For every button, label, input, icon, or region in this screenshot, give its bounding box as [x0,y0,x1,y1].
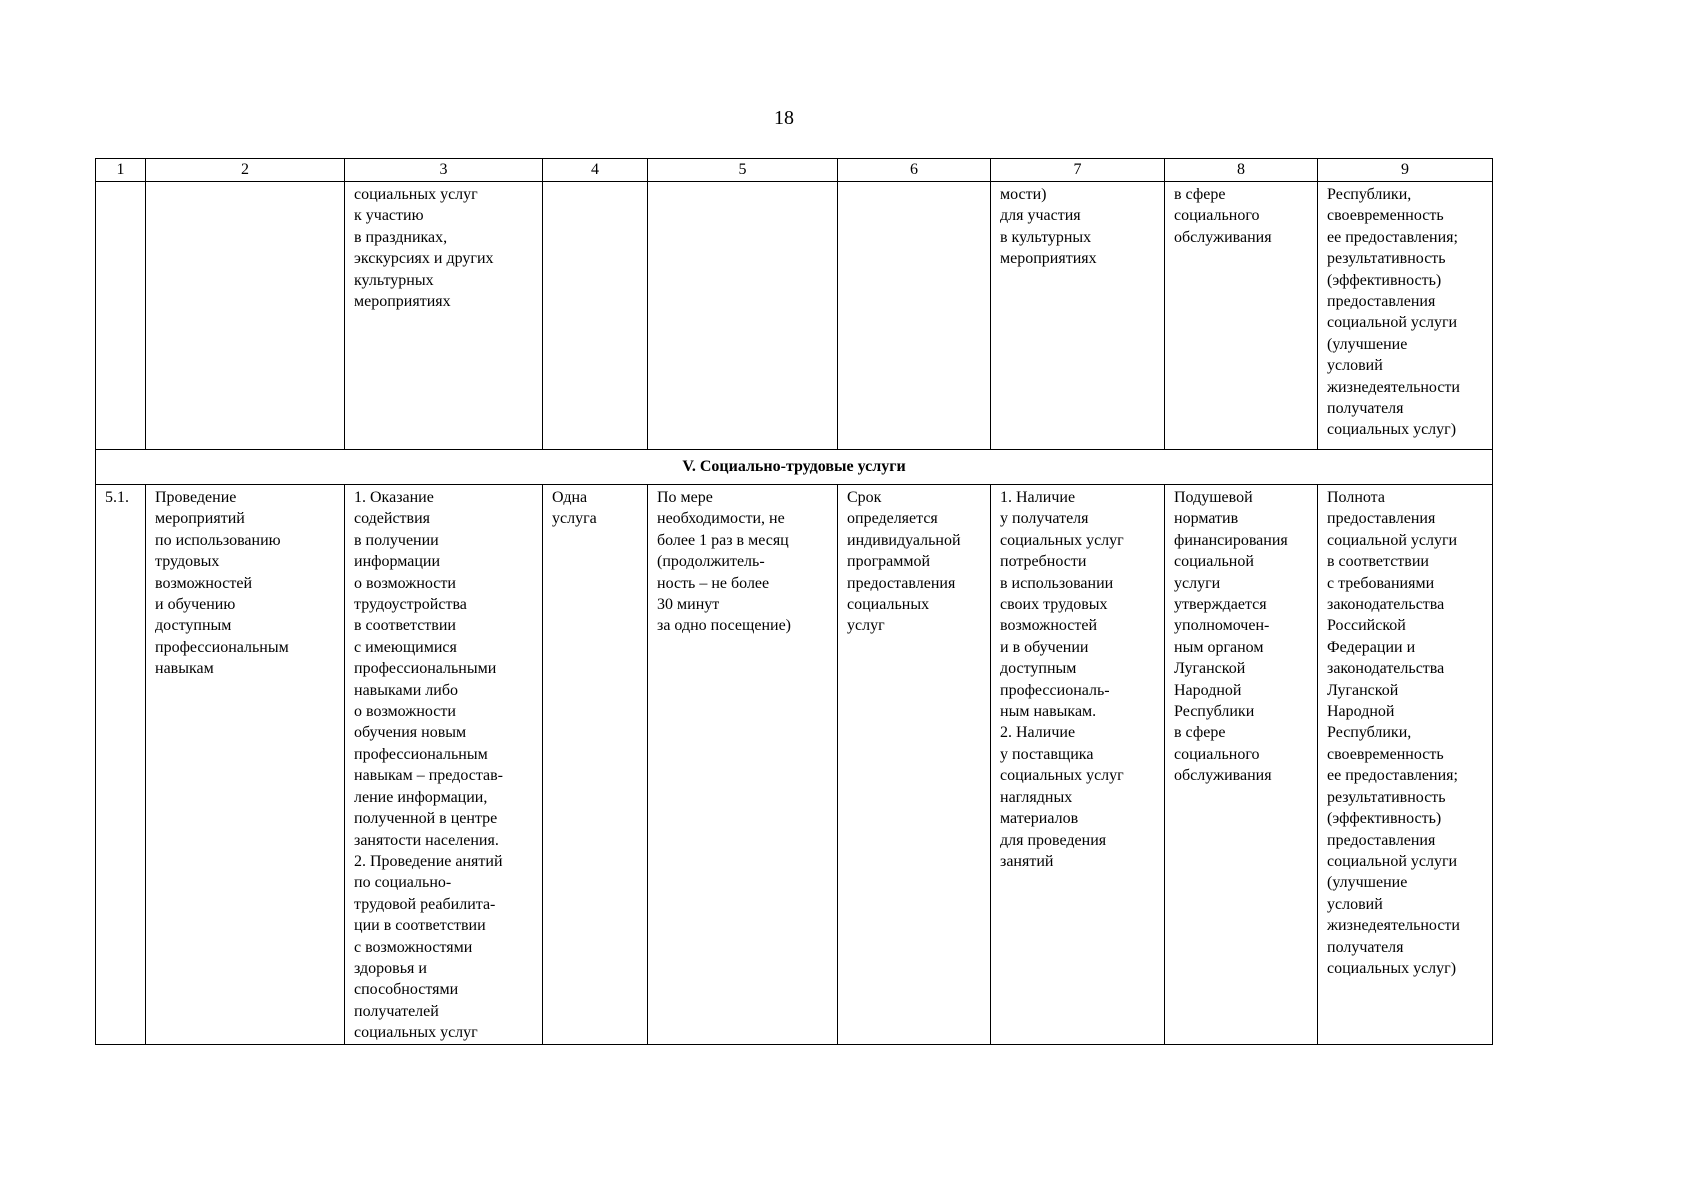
cont-cell-9: Республики, своевременность ее предоставления; результативность (эффективность) предоставления социальной услуги (улучшение условий жизнедеятельности получателя социальных услуг) [1318,182,1493,450]
column-number-2: 2 [146,159,345,182]
cont-cell-4 [543,182,648,450]
cont-cell-1 [96,182,146,450]
item-term: Срок определяется индивидуальной программой предоставления социальных услуг [838,485,991,1045]
column-number-3: 3 [345,159,543,182]
section-row [96,450,1493,485]
cont-cell-8: в сфере социального обслуживания [1165,182,1318,450]
continuation-row [96,182,1493,450]
item-unit: Одна услуга [543,485,648,1045]
cont-cell-5 [648,182,838,450]
column-number-1: 1 [96,159,146,182]
column-number-9: 9 [1318,159,1493,182]
column-number-8: 8 [1165,159,1318,182]
page-number: 18 [774,107,794,129]
item-quality-indicators: Полнота предоставления социальной услуги в соответствии с требованиями законодательства Российской Федерации и законодательства Луганской Народной Республики, своевременность ее предоставления; результативность (эффективность) предоставления социальной услуги (улучшение условий жизнедеятельности получателя социальных услуг) [1318,485,1493,1045]
cont-cell-3: социальных услуг к участию в праздниках, экскурсиях и других культурных мероприятиях [345,182,543,450]
section-title: V. Социально-трудовые услуги [96,450,1493,485]
column-number-4: 4 [543,159,648,182]
item-frequency: По мере необходимости, не более 1 раз в месяц (продолжитель- ность – не более 30 минут за одно посещение) [648,485,838,1045]
services-table [95,158,1493,1045]
column-number-row [96,159,1493,182]
cont-cell-6 [838,182,991,450]
cont-cell-2 [146,182,345,450]
item-description: 1. Оказание содействия в получении информации о возможности трудоустройства в соответствии с имеющимися профессиональными навыками либо о возможности обучения новым профессиональным навыкам – предостав- ление информации, полученной в центре занятости населения. 2. Проведение анятий по социально- трудовой реабилита- ции в соответствии с возможностями здоровья и способностями получателей социальных услуг [345,485,543,1045]
column-number-5: 5 [648,159,838,182]
column-number-7: 7 [991,159,1165,182]
cont-cell-7: мости) для участия в культурных мероприятиях [991,182,1165,450]
item-row-5-1 [96,485,1493,1045]
item-conditions: 1. Наличие у получателя социальных услуг потребности в использовании своих трудовых возможностей и в обучении доступным профессиональ- ным навыкам. 2. Наличие у поставщика социальных услуг наглядных материалов для проведения занятий [991,485,1165,1045]
item-service-name: Проведение мероприятий по использованию трудовых возможностей и обучению доступным профессиональным навыкам [146,485,345,1045]
item-number: 5.1. [96,485,146,1045]
column-number-6: 6 [838,159,991,182]
item-financing: Подушевой норматив финансирования социальной услуги утверждается уполномочен- ным органом Луганской Народной Республики в сфере социального обслуживания [1165,485,1318,1045]
